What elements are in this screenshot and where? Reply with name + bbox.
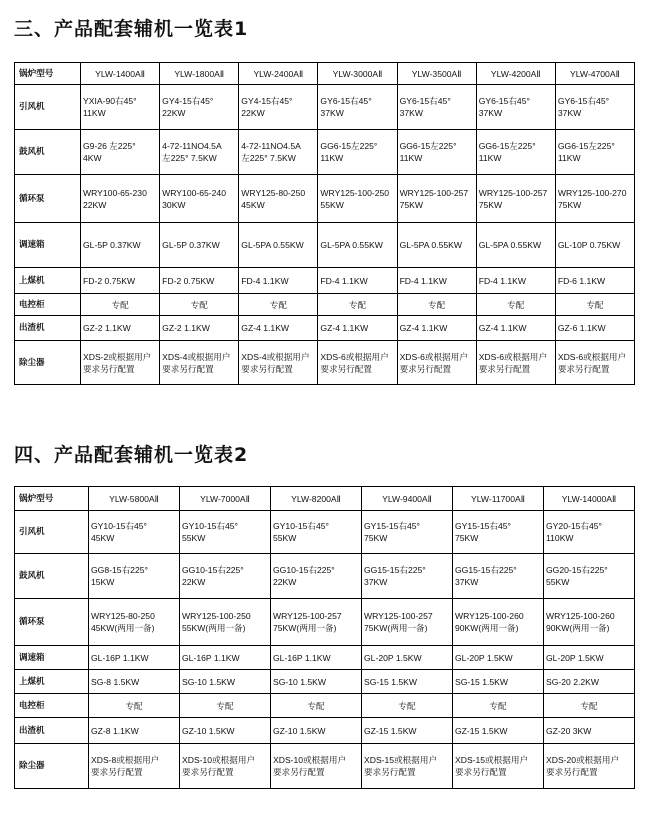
model-header: YLW-3000AⅡ — [318, 63, 397, 85]
table-cell: GL-5PA 0.55KW — [318, 223, 397, 268]
table-cell: XDS-8或根据用户 要求另行配置 — [89, 744, 180, 789]
table-cell: GZ-20 3KW — [544, 718, 635, 744]
table-cell: GY4-15右45° 22KW — [239, 85, 318, 130]
table-row — [15, 316, 635, 341]
table-cell: GL-20P 1.5KW — [362, 646, 453, 670]
table-cell: GZ-15 1.5KW — [453, 718, 544, 744]
table-cell: GY6-15右45° 37KW — [397, 85, 476, 130]
table-cell: G9-26 左225° 4KW — [81, 130, 160, 175]
table-cell: WRY125-100-257 75KW — [476, 175, 555, 223]
table-cell: XDS-2或根据用户 要求另行配置 — [81, 341, 160, 385]
table-row — [15, 175, 635, 223]
table-cell: GZ-4 1.1KW — [318, 316, 397, 341]
table-cell: WRY125-100-257 75KW(两用一备) — [362, 599, 453, 646]
model-header: YLW-3500AⅡ — [397, 63, 476, 85]
table-cell: FD-4 1.1KW — [318, 268, 397, 294]
table-cell: XDS-20或根据用户 要求另行配置 — [544, 744, 635, 789]
table-cell: FD-6 1.1KW — [555, 268, 634, 294]
table-cell: XDS-15或根据用户 要求另行配置 — [453, 744, 544, 789]
table-cell: GY10-15右45° 55KW — [271, 511, 362, 554]
table-cell: GY15-15右45° 75KW — [453, 511, 544, 554]
table-cell: 专配 — [180, 694, 271, 718]
row-label: 引风机 — [15, 511, 89, 554]
table-row — [15, 223, 635, 268]
table-cell: 专配 — [476, 294, 555, 316]
model-header: YLW-14000AⅡ — [544, 487, 635, 511]
table-cell: XDS-6或根据用户 要求另行配置 — [555, 341, 634, 385]
table-cell: 专配 — [544, 694, 635, 718]
table-cell: SG-10 1.5KW — [180, 670, 271, 694]
table-row — [15, 511, 635, 554]
model-header: YLW-1400AⅡ — [81, 63, 160, 85]
table-row — [15, 718, 635, 744]
table-cell: SG-10 1.5KW — [271, 670, 362, 694]
aux-equipment-table-1 — [14, 62, 635, 385]
model-header: YLW-11700AⅡ — [453, 487, 544, 511]
table-cell: GY10-15右45° 55KW — [180, 511, 271, 554]
table-cell: 专配 — [362, 694, 453, 718]
table-row — [15, 646, 635, 670]
table-cell: 专配 — [160, 294, 239, 316]
table-cell: 4-72-11NO4.5A 左225° 7.5KW — [239, 130, 318, 175]
row-label: 循环泵 — [15, 175, 81, 223]
table-cell: WRY125-100-257 75KW — [397, 175, 476, 223]
table-cell: GG8-15右225° 15KW — [89, 554, 180, 599]
table-cell: XDS-4或根据用户 要求另行配置 — [160, 341, 239, 385]
table-cell: GL-20P 1.5KW — [544, 646, 635, 670]
table-cell: XDS-10或根据用户 要求另行配置 — [271, 744, 362, 789]
table-cell: GL-5P 0.37KW — [160, 223, 239, 268]
table-cell: WRY100-65-240 30KW — [160, 175, 239, 223]
table-cell: WRY125-80-250 45KW(两用一备) — [89, 599, 180, 646]
row-label: 上煤机 — [15, 670, 89, 694]
row-label: 除尘器 — [15, 341, 81, 385]
table-cell: WRY125-100-250 55KW(两用一备) — [180, 599, 271, 646]
table-cell: FD-2 0.75KW — [160, 268, 239, 294]
row-label: 鼓风机 — [15, 554, 89, 599]
table-cell: GG20-15右225° 55KW — [544, 554, 635, 599]
row-label: 除尘器 — [15, 744, 89, 789]
table-cell: GL-5PA 0.55KW — [476, 223, 555, 268]
table-cell: WRY125-100-270 75KW — [555, 175, 634, 223]
table-cell: GG6-15左225° 11KW — [476, 130, 555, 175]
table-cell: XDS-15或根据用户 要求另行配置 — [362, 744, 453, 789]
table-cell: GZ-8 1.1KW — [89, 718, 180, 744]
table-cell: FD-4 1.1KW — [476, 268, 555, 294]
table-cell: 专配 — [239, 294, 318, 316]
table-cell: GZ-10 1.5KW — [180, 718, 271, 744]
table-cell: 专配 — [318, 294, 397, 316]
row-label: 调速箱 — [15, 646, 89, 670]
boiler-model-header: 锅炉型号 — [15, 63, 81, 85]
table-cell: GL-16P 1.1KW — [271, 646, 362, 670]
table-cell: WRY125-100-257 75KW(两用一备) — [271, 599, 362, 646]
table-cell: GZ-10 1.5KW — [271, 718, 362, 744]
table1-title: 三、产品配套辅机一览表1 — [14, 18, 249, 40]
table-cell: GG6-15左225° 11KW — [555, 130, 634, 175]
table-cell: 专配 — [453, 694, 544, 718]
table-cell: GZ-6 1.1KW — [555, 316, 634, 341]
table-cell: 专配 — [89, 694, 180, 718]
table-header-row — [15, 63, 635, 85]
table-cell: GY6-15右45° 37KW — [476, 85, 555, 130]
table-cell: XDS-6或根据用户 要求另行配置 — [318, 341, 397, 385]
table-row — [15, 599, 635, 646]
table-cell: GZ-2 1.1KW — [81, 316, 160, 341]
table-cell: XDS-6或根据用户 要求另行配置 — [476, 341, 555, 385]
table-cell: FD-4 1.1KW — [239, 268, 318, 294]
table-cell: SG-20 2.2KW — [544, 670, 635, 694]
model-header: YLW-2400AⅡ — [239, 63, 318, 85]
model-header: YLW-4700AⅡ — [555, 63, 634, 85]
table-row — [15, 268, 635, 294]
table-cell: GZ-15 1.5KW — [362, 718, 453, 744]
table-cell: GY15-15右45° 75KW — [362, 511, 453, 554]
row-label: 引风机 — [15, 85, 81, 130]
table-row — [15, 744, 635, 789]
row-label: 出渣机 — [15, 316, 81, 341]
table-cell: GG10-15右225° 22KW — [271, 554, 362, 599]
table-cell: XDS-6或根据用户 要求另行配置 — [397, 341, 476, 385]
table-cell: GL-10P 0.75KW — [555, 223, 634, 268]
boiler-model-header: 锅炉型号 — [15, 487, 89, 511]
table-cell: 专配 — [555, 294, 634, 316]
table-cell: 专配 — [397, 294, 476, 316]
table-cell: GG6-15左225° 11KW — [397, 130, 476, 175]
table-cell: WRY125-100-260 90KW(两用一备) — [544, 599, 635, 646]
table-cell: GG15-15右225° 37KW — [453, 554, 544, 599]
table-cell: GL-5PA 0.55KW — [239, 223, 318, 268]
table-cell: WRY125-80-250 45KW — [239, 175, 318, 223]
aux-equipment-table-2 — [14, 486, 635, 789]
table-row — [15, 670, 635, 694]
table-cell: GY6-15右45° 37KW — [318, 85, 397, 130]
table-row — [15, 554, 635, 599]
table-cell: GG6-15左225° 11KW — [318, 130, 397, 175]
table-header-row — [15, 487, 635, 511]
table-cell: FD-2 0.75KW — [81, 268, 160, 294]
table-cell: GY10-15右45° 45KW — [89, 511, 180, 554]
table-cell: GY6-15右45° 37KW — [555, 85, 634, 130]
model-header: YLW-7000AⅡ — [180, 487, 271, 511]
table-cell: GZ-4 1.1KW — [476, 316, 555, 341]
table-cell: GZ-4 1.1KW — [397, 316, 476, 341]
table-cell: XDS-4或根据用户 要求另行配置 — [239, 341, 318, 385]
table-cell: GL-5P 0.37KW — [81, 223, 160, 268]
row-label: 电控柜 — [15, 294, 81, 316]
table-row — [15, 694, 635, 718]
table-cell: GY20-15右45° 110KW — [544, 511, 635, 554]
model-header: YLW-4200AⅡ — [476, 63, 555, 85]
table-cell: 专配 — [271, 694, 362, 718]
table-cell: GZ-4 1.1KW — [239, 316, 318, 341]
table-cell: GL-20P 1.5KW — [453, 646, 544, 670]
table-cell: GL-5PA 0.55KW — [397, 223, 476, 268]
row-label: 调速箱 — [15, 223, 81, 268]
table-row — [15, 85, 635, 130]
row-label: 电控柜 — [15, 694, 89, 718]
table-cell: GG10-15右225° 22KW — [180, 554, 271, 599]
table2-title: 四、产品配套辅机一览表2 — [14, 444, 249, 466]
table-cell: GL-16P 1.1KW — [180, 646, 271, 670]
row-label: 循环泵 — [15, 599, 89, 646]
model-header: YLW-8200AⅡ — [271, 487, 362, 511]
model-header: YLW-9400AⅡ — [362, 487, 453, 511]
table-cell: WRY125-100-250 55KW — [318, 175, 397, 223]
table-cell: SG-8 1.5KW — [89, 670, 180, 694]
table-cell: SG-15 1.5KW — [362, 670, 453, 694]
table-cell: FD-4 1.1KW — [397, 268, 476, 294]
table-cell: GZ-2 1.1KW — [160, 316, 239, 341]
row-label: 上煤机 — [15, 268, 81, 294]
table-cell: GY4-15右45° 22KW — [160, 85, 239, 130]
table-cell: GG15-15右225° 37KW — [362, 554, 453, 599]
row-label: 鼓风机 — [15, 130, 81, 175]
table-cell: YXIA-90右45° 11KW — [81, 85, 160, 130]
table-row — [15, 294, 635, 316]
table-cell: 4-72-11NO4.5A 左225° 7.5KW — [160, 130, 239, 175]
table-row — [15, 130, 635, 175]
table-cell: XDS-10或根据用户 要求另行配置 — [180, 744, 271, 789]
table-cell: SG-15 1.5KW — [453, 670, 544, 694]
table-cell: WRY125-100-260 90KW(两用一备) — [453, 599, 544, 646]
table-cell: WRY100-65-230 22KW — [81, 175, 160, 223]
table-row — [15, 341, 635, 385]
model-header: YLW-1800AⅡ — [160, 63, 239, 85]
row-label: 出渣机 — [15, 718, 89, 744]
table-cell: GL-16P 1.1KW — [89, 646, 180, 670]
model-header: YLW-5800AⅡ — [89, 487, 180, 511]
table-cell: 专配 — [81, 294, 160, 316]
